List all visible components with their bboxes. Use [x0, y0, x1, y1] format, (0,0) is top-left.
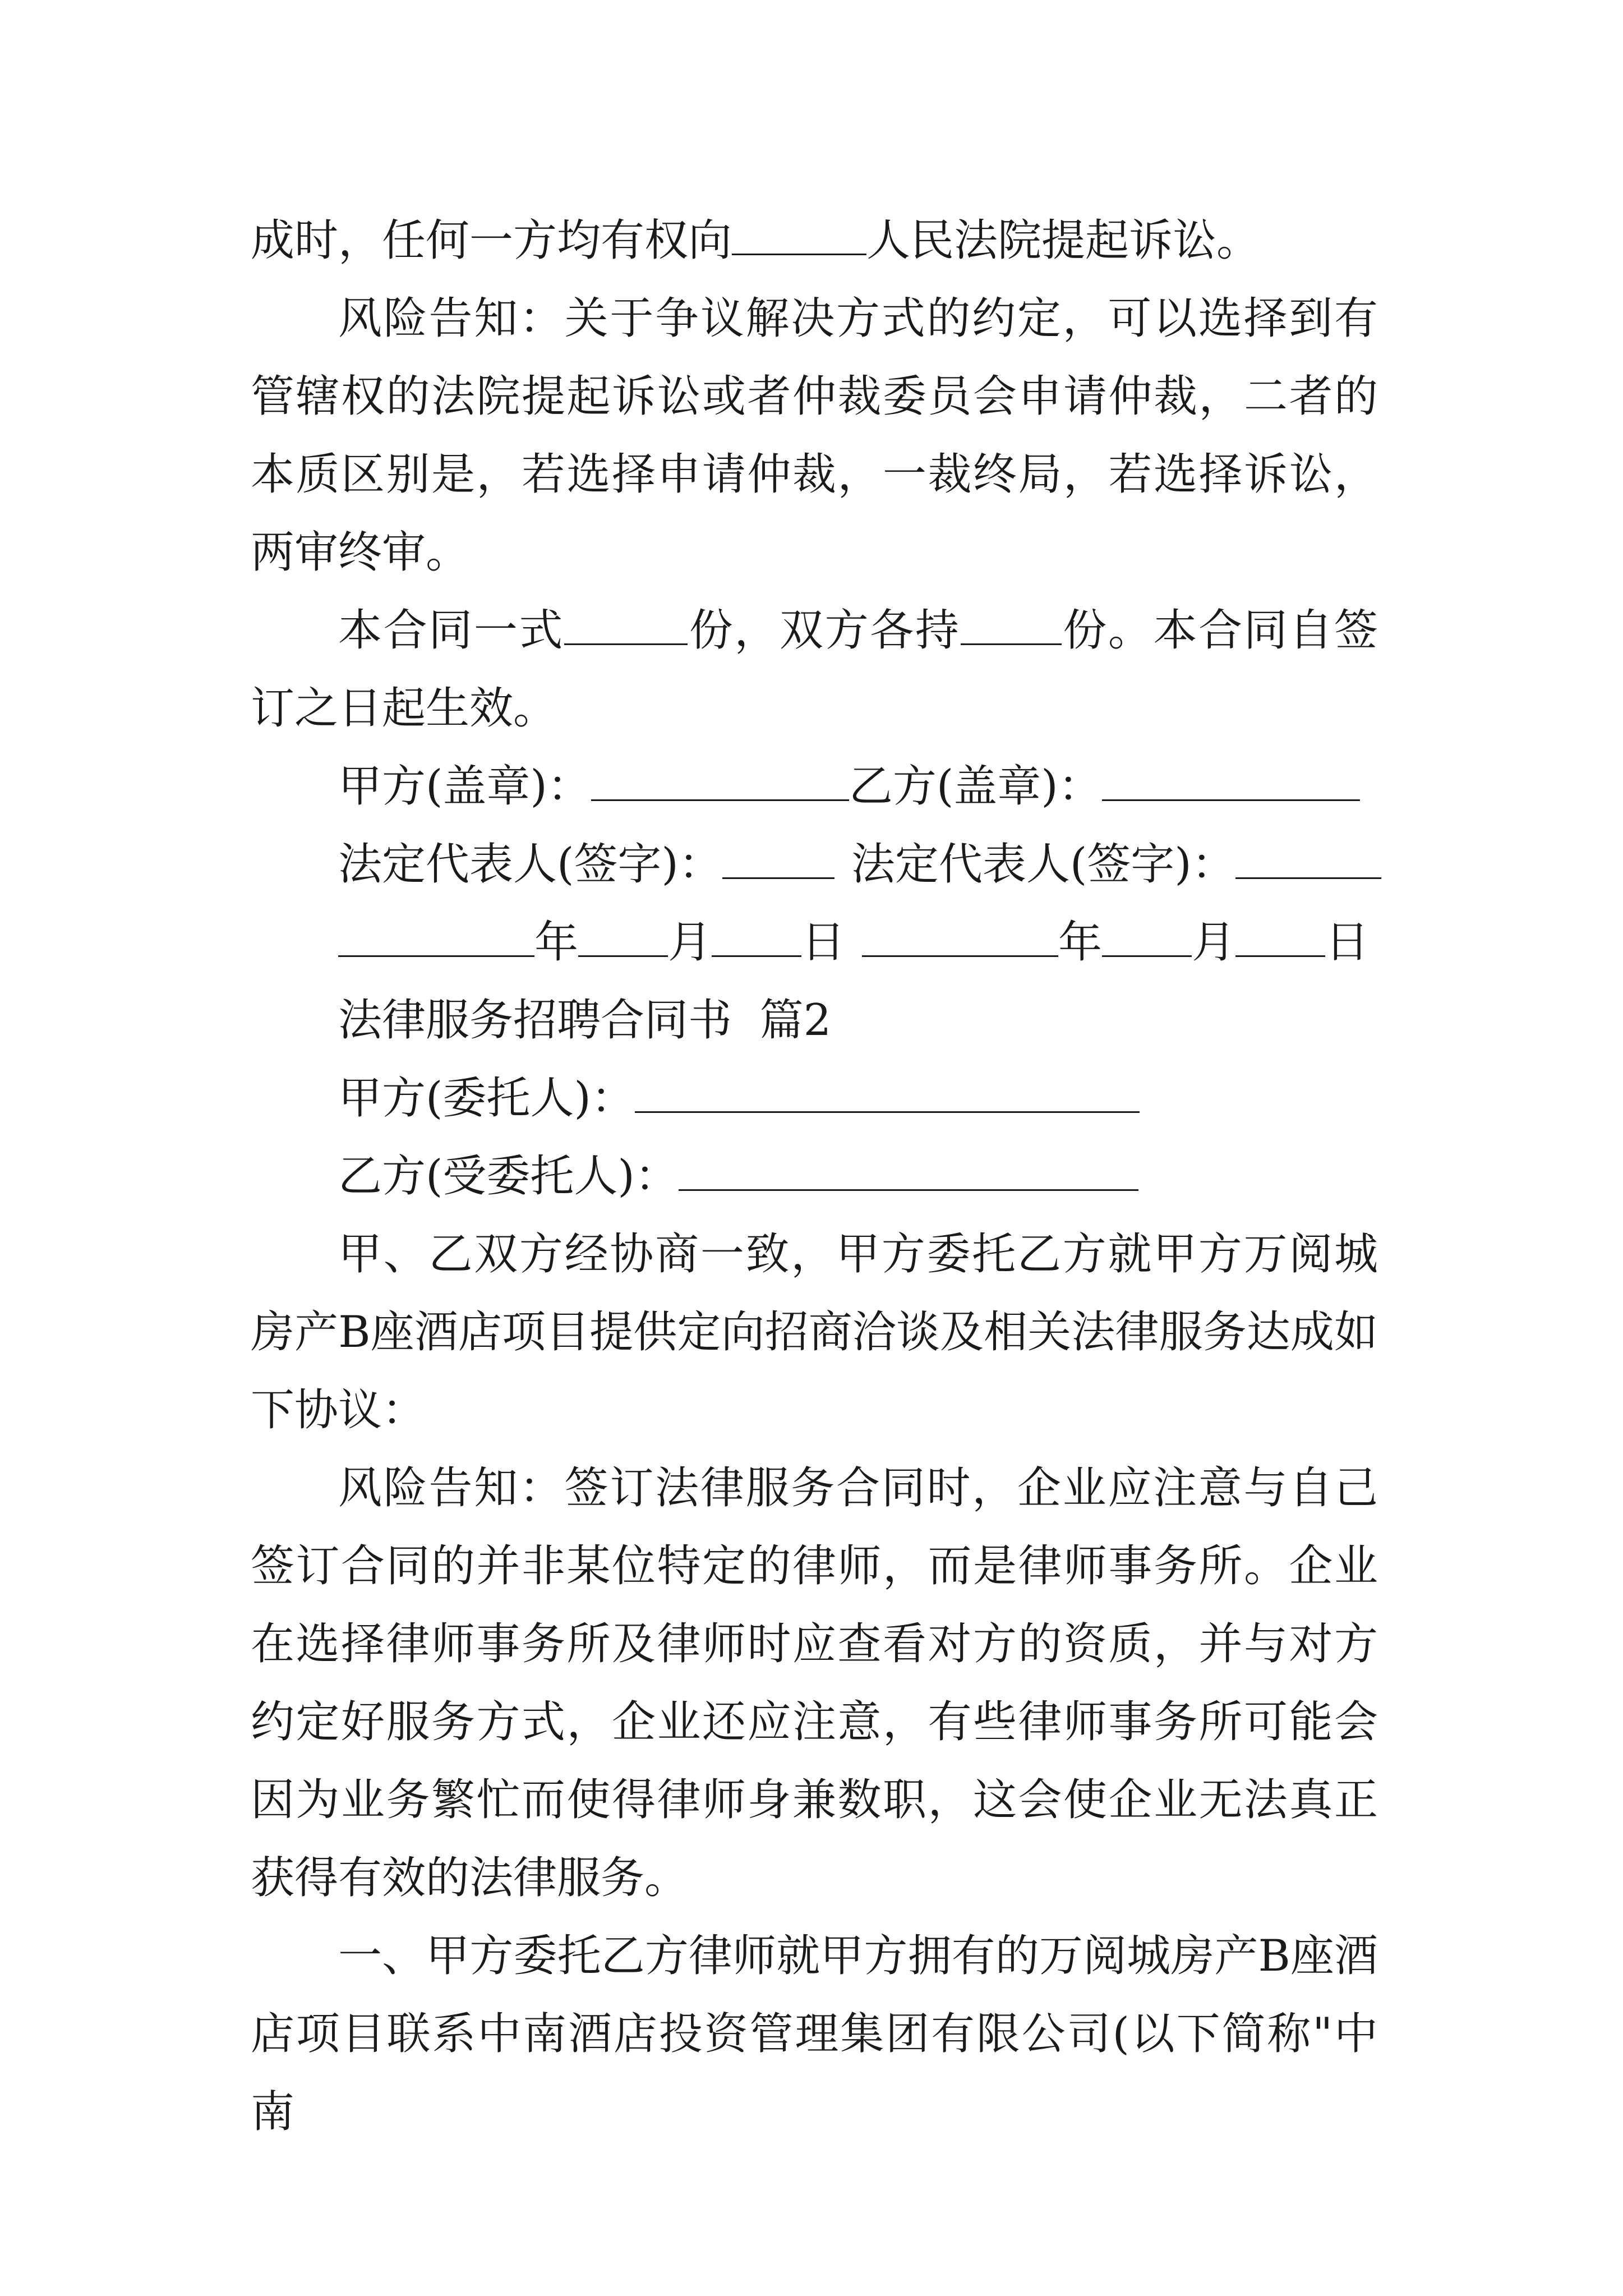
- copies-each-blank: [961, 609, 1062, 645]
- agent-label: 乙方(受委托人)：: [338, 1151, 679, 1202]
- client-blank: [635, 1076, 1140, 1113]
- paragraph-risk-notice-1: 风险告知：关于争议解决方式的约定，可以选择到有管辖权的法院提起诉讼或者仲裁委员会申请仲裁，二者的本质区别是，若选择申请仲裁，一裁终局，若选择诉讼，两审终审。: [251, 293, 1378, 578]
- year-label: 年: [1058, 917, 1103, 968]
- text-line: 人民法院提起诉讼。: [866, 215, 1261, 266]
- year-b-blank: [862, 921, 1058, 957]
- document-page: [251, 202, 1378, 2151]
- party-a-seal-blank: [591, 765, 849, 801]
- month-a-blank: [578, 921, 668, 957]
- party-b-seal-blank: [1102, 765, 1360, 801]
- paragraph-copies: [251, 592, 1378, 748]
- court-blank: [732, 219, 866, 255]
- signature-rep-row: [251, 826, 1378, 904]
- signature-date-row: [251, 904, 1378, 982]
- rep-b-label: 法定代表人(签字)：: [851, 839, 1235, 890]
- day-a-blank: [712, 921, 801, 957]
- day-b-blank: [1235, 921, 1325, 957]
- agent-blank: [679, 1154, 1138, 1191]
- party-b-seal-label: 乙方(盖章)：: [849, 761, 1102, 812]
- day-label: 日: [1325, 917, 1370, 968]
- text-line: 本合同一式: [338, 605, 565, 656]
- rep-a-label: 法定代表人(签字)：: [338, 839, 722, 890]
- day-label: 日: [801, 917, 846, 968]
- copies-blank: [564, 609, 688, 645]
- paragraph-clause-1: 一、甲方委托乙方律师就甲方拥有的万阅城房产B座酒店项目联系中南酒店投资管理集团有限公司(以下简称"中南: [251, 1931, 1378, 2137]
- year-a-blank: [338, 921, 534, 957]
- signature-seal-row: [251, 748, 1378, 826]
- party-a-seal-label: 甲方(盖章)：: [338, 761, 591, 812]
- text-line: 份。本合同自签订之日起生效。: [251, 605, 1378, 734]
- rep-b-blank: [1235, 843, 1381, 879]
- section-title: [251, 982, 1378, 1060]
- client-label: 甲方(委托人)：: [338, 1073, 635, 1124]
- client-row: [251, 1060, 1378, 1138]
- month-b-blank: [1102, 921, 1192, 957]
- agent-row: [251, 1138, 1378, 1216]
- year-label: 年: [534, 917, 579, 968]
- month-label: 月: [1192, 917, 1236, 968]
- paragraph-dispute-end: [251, 202, 1378, 280]
- rep-a-blank: [722, 843, 834, 879]
- paragraph-intro: 甲、乙双方经协商一致，甲方委托乙方就甲方万阅城房产B座酒店项目提供定向招商洽谈及相关法律服务达成如下协议：: [251, 1229, 1378, 1435]
- month-label: 月: [668, 917, 712, 968]
- text-line: 成时，任何一方均有权向: [251, 215, 732, 266]
- text-line: 份，双方各持: [688, 605, 961, 656]
- paragraph-risk-notice-2: 风险告知：签订法律服务合同时，企业应注意与自己签订合同的并非某位特定的律师，而是律师事务所。企业在选择律师事务所及律师时应查看对方的资质，并与对方约定好服务方式，企业还应注意，有些律师事务所可能会因为业务繁忙而使得律师身兼数职，这会使企业无法真正获得有效的法律服务。: [251, 1463, 1378, 1903]
- section-title-text: 法律服务招聘合同书 篇2: [338, 995, 832, 1046]
